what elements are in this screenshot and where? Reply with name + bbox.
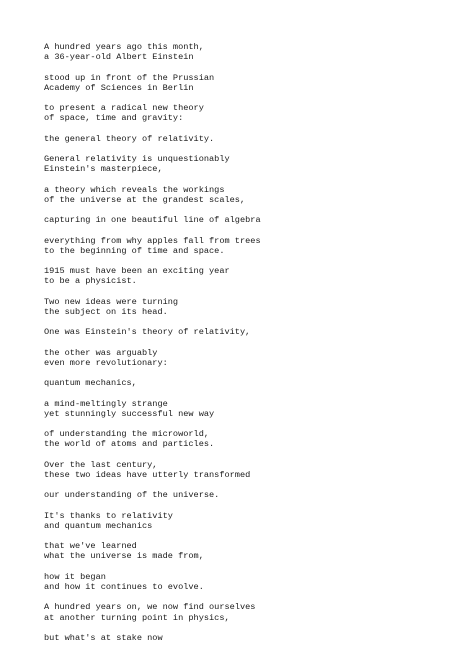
text-line: everything from why apples fall from trees	[44, 235, 261, 246]
text-line: to present a radical new theory	[44, 103, 204, 114]
text-line: how it began	[44, 571, 106, 582]
paragraph	[44, 42, 444, 62]
text-line: our understanding of the universe.	[44, 490, 220, 501]
text-line: at another turning point in physics,	[44, 612, 230, 623]
paragraph	[44, 327, 444, 337]
paragraph	[44, 633, 444, 643]
text-line: and quantum mechanics	[44, 520, 153, 531]
paragraph	[44, 511, 444, 531]
document-body	[44, 42, 444, 653]
text-line: quantum mechanics,	[44, 378, 137, 389]
paragraph	[44, 185, 444, 205]
paragraph	[44, 266, 444, 286]
text-line: Academy of Sciences in Berlin	[44, 82, 194, 93]
paragraph	[44, 541, 444, 561]
text-line: a mind-meltingly strange	[44, 398, 168, 409]
paragraph	[44, 460, 444, 480]
text-line: but what's at stake now	[44, 632, 163, 643]
text-line: even more revolutionary:	[44, 357, 168, 368]
text-line: Einstein's masterpiece,	[44, 164, 163, 175]
text-line: the world of atoms and particles.	[44, 439, 215, 450]
text-line: that we've learned	[44, 541, 137, 552]
paragraph	[44, 348, 444, 368]
text-line: One was Einstein's theory of relativity,	[44, 327, 251, 338]
paragraph	[44, 103, 444, 123]
text-line: of understanding the microworld,	[44, 429, 210, 440]
paragraph	[44, 297, 444, 317]
text-line: a 36-year-old Albert Einstein	[44, 52, 194, 63]
text-line: stood up in front of the Prussian	[44, 72, 215, 83]
text-line: A hundred years ago this month,	[44, 42, 204, 52]
paragraph	[44, 490, 444, 500]
text-line: these two ideas have utterly transformed	[44, 469, 251, 480]
text-line: the subject on its head.	[44, 306, 168, 317]
text-line: of the universe at the grandest scales,	[44, 194, 246, 205]
text-line: a theory which reveals the workings	[44, 184, 225, 195]
text-line: what the universe is made from,	[44, 551, 204, 562]
text-line: General relativity is unquestionably	[44, 154, 230, 165]
paragraph	[44, 429, 444, 449]
text-line: A hundred years on, we now find ourselves	[44, 602, 256, 613]
text-line: It's thanks to relativity	[44, 510, 173, 521]
text-line: Two new ideas were turning	[44, 296, 179, 307]
paragraph	[44, 378, 444, 388]
text-line: capturing in one beautiful line of algebra	[44, 215, 261, 226]
text-line: and how it continues to evolve.	[44, 581, 204, 592]
paragraph	[44, 602, 444, 622]
text-line: the other was arguably	[44, 347, 158, 358]
text-line: to the beginning of time and space.	[44, 245, 225, 256]
paragraph	[44, 236, 444, 256]
paragraph	[44, 134, 444, 144]
text-line: Over the last century,	[44, 459, 158, 470]
paragraph	[44, 572, 444, 592]
text-line: to be a physicist.	[44, 276, 137, 287]
text-line: the general theory of relativity.	[44, 133, 215, 144]
paragraph	[44, 399, 444, 419]
paragraph	[44, 73, 444, 93]
paragraph	[44, 154, 444, 174]
text-line: 1915 must have been an exciting year	[44, 266, 230, 277]
text-line: of space, time and gravity:	[44, 113, 184, 124]
paragraph	[44, 215, 444, 225]
text-line: yet stunningly successful new way	[44, 408, 215, 419]
